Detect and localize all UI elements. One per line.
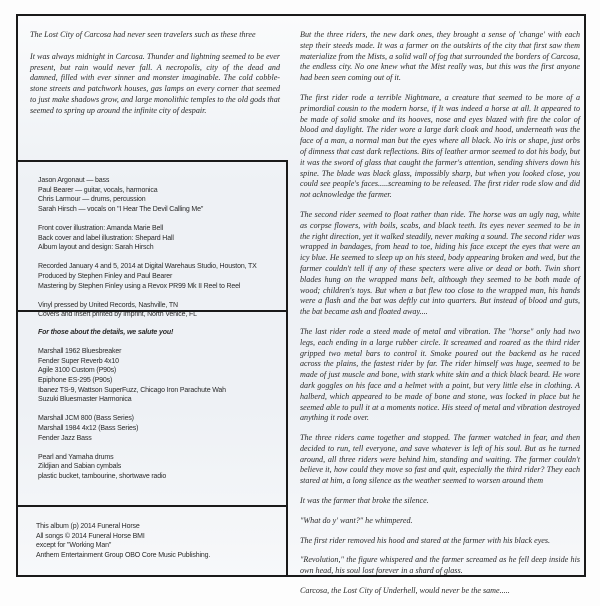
gear-box [16,310,288,506]
recording-credits [38,262,288,291]
gear-line: Marshall 1962 Bluesbreaker [38,348,122,356]
credit-line: Produced by Stephen Finley and Paul Bearer [38,272,173,280]
gear-line: Marshall JCM 800 (Bass Series) [38,415,134,423]
credits-box [16,160,288,319]
credit-line: Sarah Hirsch — vocals on "I Hear The Devil Calling Me" [38,205,204,213]
guitar-gear [38,347,288,405]
credit-line: Recorded January 4 and 5, 2014 at Digital Warehaus Studio, Houston, TX [38,263,257,271]
gear-line: Zildjian and Sabian cymbals [38,463,122,471]
gear-line: plastic bucket, tambourine, shortwave radio [38,472,167,480]
intro-title: The Lost City of Carcosa had never seen travelers such as these three [30,30,256,39]
band-members [38,176,288,214]
story-paragraph: Carcosa, the Lost City of Underhell, would never be the same..... [300,586,510,596]
legal-line: except for "Working Man" [36,542,112,550]
gear-line: Pearl and Yamaha drums [38,453,114,461]
credit-line: Chris Larmour — drums, percussion [38,196,146,204]
credit-line: Back cover and label illustration: Shepard Hall [38,234,174,242]
gear-line: Fender Jazz Bass [38,434,92,442]
credit-line: Covers and insert printed by Imprint, North Venice, FL [38,311,197,319]
story-paragraph: The first rider removed his hood and stared at the farmer with his black eyes. [300,535,551,545]
story-paragraph: The last rider rode a steed made of metal and vibration. The "horse" only had two legs, each ending in a large rubber circle. It screamed and roared as the third rider gripped two metal bars to control it. Smoke poured out the backend as he raced across the plains, the fastest rider by far. The rider himself was huge, seemed to be made of just muscle and bone, with stark white skin and a thick black beard. He wore dark goggles on his face and a helmet with a point, but very little else in clothing. A halberd, which appeared to be made of bone and stone, was locked in place but he seemed able to pull it at a moments notice. His steed of metal and vibration destroyed anything it rode over. [300,326,580,423]
credit-line: Album layout and design: Sarah Hirsch [38,244,154,252]
gear-line: Agile 3100 Custom (P90s) [38,367,117,375]
intro-section [30,30,280,126]
legal-line: This album (p) 2014 Funeral Horse [36,523,140,530]
drum-gear [38,453,288,482]
credit-line: Jason Argonaut — bass [38,177,110,184]
story-paragraph: It was the farmer that broke the silence. [300,496,429,506]
story-paragraph: But the three riders, the new dark ones, they brought a sense of 'change' with each step their steeds made. It was a farmer on the outskirts of the city that first saw them materialize from the Mists, a solid wall of fog that surrounded the borders of Carcosa, the endless city. No one knew what the Mist really was, but this was the first anyone had been seen coming out of it. [300,30,580,83]
credit-line: Paul Bearer — guitar, vocals, harmonica [38,186,158,194]
art-credits [38,224,288,253]
legal-line: All songs © 2014 Funeral Horse BMI [36,532,145,540]
gear-line: Suzuki Bluesmaster Harmonica [38,396,132,404]
story-paragraph: The first rider rode a terrible Nightmare, a creature that seemed to be more of a primordial cousin to the modern horse, if It was indeed a horse at all. It appeared to be made of solid smoke and its hooves, nose and eyes blazed with fire the color of blood and daylight. The rider wore a large dark cloak and hood, underneath was the face of a man, a normal man but the eyes where all black. No iris or shape, just orbs of dimness that cast dark reflections. Bits of leather armor seemed to dot his body, but it was the sword of glass that caught the farmer's attention, sending shivers down his spine. The blade was black glass, impossibly sharp, but when you looked close, you could see people's faces.....screaming to be released. The first rider rode slow and did not acknowledge the farmer. [300,92,580,200]
gear-line: Ibanez TS-9, Wattson SuperFuzz, Chicago Iron Parachute Wah [38,386,226,394]
credit-line: Vinyl pressed by United Records, Nashville, TN [38,301,178,309]
bass-gear [38,414,288,443]
story-column [300,30,580,606]
legal-line: Anthem Entertainment Group OBO Core Music Publishing. [36,551,211,559]
gear-line: Epiphone ES-295 (P90s) [38,376,113,384]
legal-box [16,505,288,577]
story-paragraph: The second rider seemed to float rather than ride. The horse was an ugly nag, white as corpse flowers, with boils, scabs, and black teeth. Its eyes never seemed to be in the right direction, yet it walked steadily, never making a sound. The second rider was wrapped in bandages, from head to toe, hiding his face except the eyes that were an icy blue. He seemed to sleep up on his steed, body appearing broken and wed, but the farmer couldn't tell if any of these specters were alive or dead or both. Twin short blades hung on the wrapped mans belt, although they seemed to be both made of wood; children's toys. But when a bat flew too close to the wrapped man, his hands were a flash and the bat was deftly cut into quarters. But instead of blood and guts, the bat became ash and floated away.... [300,209,580,317]
gear-line: Marshall 1984 4x12 (Bass Series) [38,424,139,432]
credit-line: Mastering by Stephen Finley using a Revox PR99 Mk II Reel to Reel [38,282,241,290]
gear-heading: For those about the details, we salute you! [38,329,174,336]
credit-line: Front cover illustration: Amanda Marie Bell [38,224,164,232]
intro-paragraph: It was always midnight in Carcosa. Thunder and lightning seemed to be ever present, but rain would never fall. A necropolis, city of the dead and damned, filled with ever sinner and monster imaginable. The cold cobble-stone streets and patchwork houses, gas lamps on every corner that seemed to just make shadows grow, and large monolithic temples to the old gods that seemed to spring up around the infinite city of despair. [30,51,280,115]
story-paragraph: "What do y' want?" he whimpered. [300,515,413,525]
story-paragraph: "Revolution," the figure whispered and the farmer screamed as he fell deep inside his own head, his soul lost forever in a shard of glass. [300,555,580,576]
story-paragraph: The three riders came together and stopped. The farmer watched in fear, and then decided to run, tell everyone, and save whatever is left of his soul. But as he turned around, all three riders were behind him, standing and waiting. The farmer couldn't believe it, how could they move so fast and quit, especially the third rider? They each stared at him, a long silence as the weather seemed to worsen around them [300,433,580,486]
gear-line: Fender Super Reverb 4x10 [38,357,119,365]
